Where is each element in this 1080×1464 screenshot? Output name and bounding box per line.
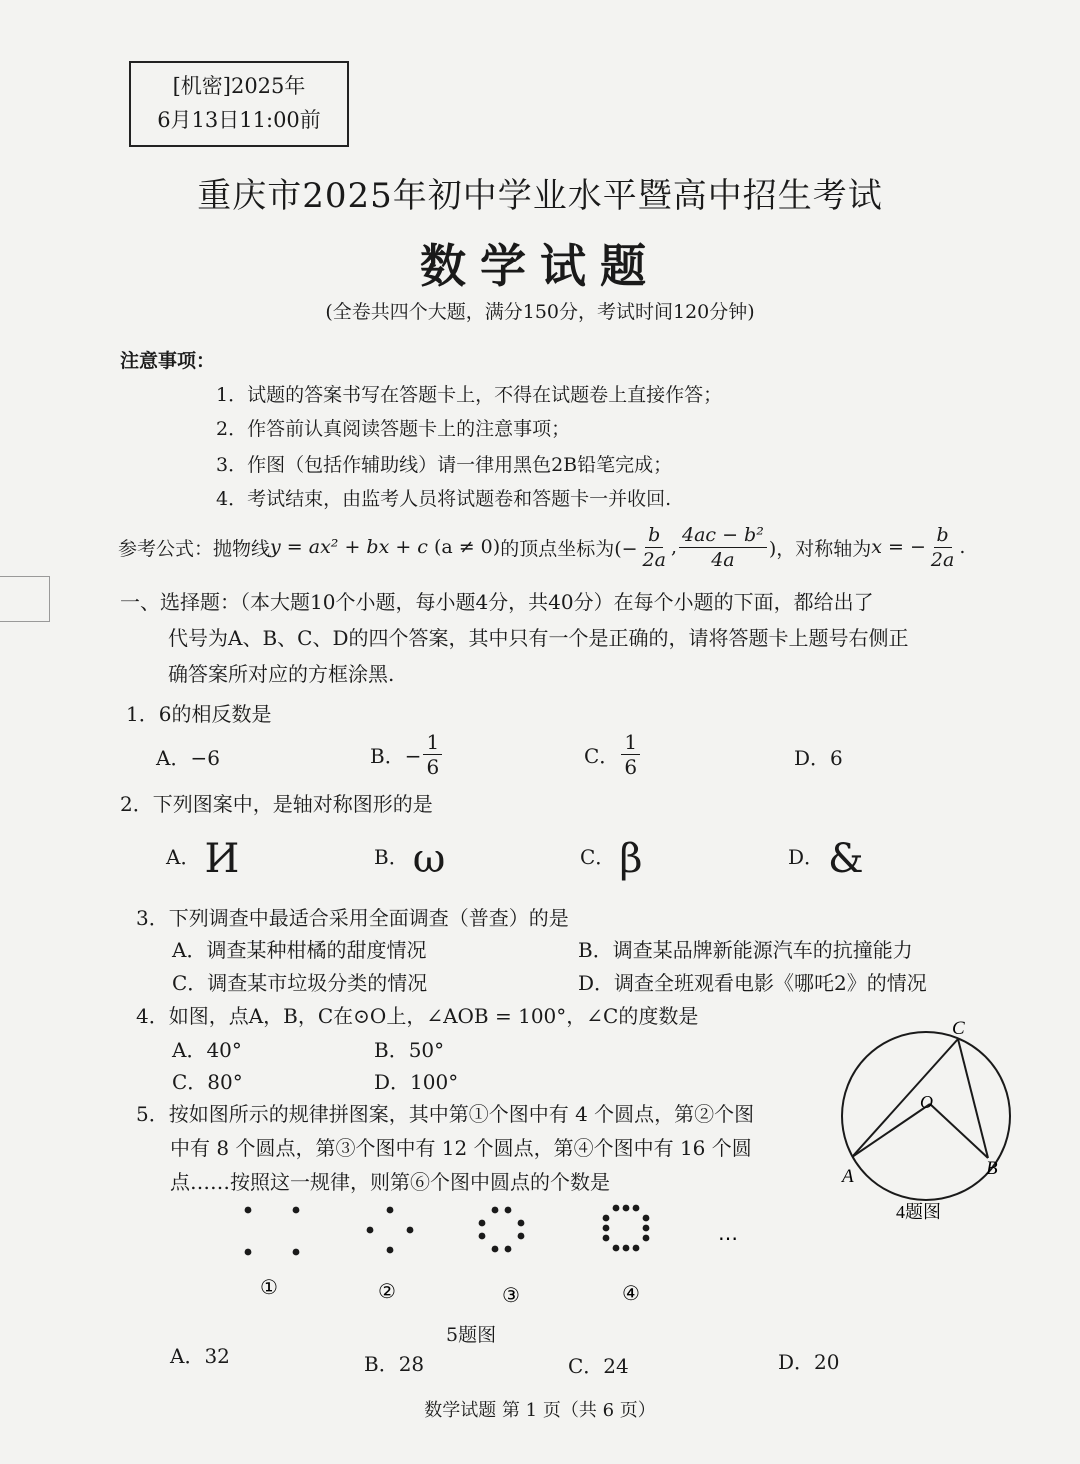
pattern-dot [492,1207,499,1214]
fraction-numerator: 1 [423,730,442,755]
subject-title: 数学试题 [420,239,660,293]
fraction-numerator: 1 [621,730,640,755]
pattern-dot [613,1245,620,1252]
mirrored-n-glyph: И [204,836,240,882]
pattern-dot [387,1247,394,1254]
option-label: B．− [370,744,422,768]
pattern-dot [623,1205,630,1212]
option-label: C． [580,845,616,869]
pattern-dot [505,1246,512,1253]
fraction-denominator: 6 [426,755,440,779]
circle-o [842,1032,1010,1200]
vertex-text: 的顶点坐标为(− [500,537,638,560]
fraction [928,523,957,572]
q1-option-c [584,730,642,779]
fraction-numerator: b [934,523,952,548]
omega-glyph: ω [412,836,446,882]
question-5-stem: 中有 8 个圆点，第③个图中有 12 个圆点，第④个图中有 16 个圆 [170,1136,752,1160]
pattern-dot [407,1227,414,1234]
confidential-line-1: [机密]2025年 [172,74,306,98]
exam-title: 重庆市2025年初中学业水平暨高中招生考试 [197,176,883,216]
pattern-dot [479,1233,486,1240]
fraction [679,523,767,572]
notice-heading: 注意事项： [120,350,216,372]
exam-info-note: (全卷共四个大题，满分150分，考试时间120分钟) [325,301,755,323]
pattern-dot [245,1249,252,1256]
point-o-label: O [920,1092,933,1112]
pattern-dot [643,1215,650,1222]
pattern-dot [367,1227,374,1234]
fraction-denominator: 6 [624,755,638,779]
q2-option-d [788,836,864,882]
question-3-stem: 3．下列调查中最适合采用全面调查（普查）的是 [136,906,569,930]
page-footer: 数学试题 第 1 页（共 6 页） [424,1400,656,1421]
formula-end: . [959,536,966,558]
pattern-dot [387,1207,394,1214]
q5-figure-caption: 5题图 [446,1324,497,1346]
point-a-label: A [842,1166,854,1187]
notice-item: 1．试题的答案书写在答题卡上，不得在试题卷上直接作答； [216,384,723,406]
fraction [621,730,640,779]
question-1-stem: 1．6的相反数是 [126,702,272,726]
segment-cb [958,1039,988,1158]
q4-option-c: C．80° [172,1070,243,1094]
axis-text: )，对称轴为 [768,537,872,560]
pattern-dot [633,1205,640,1212]
pattern-label: ③ [502,1283,520,1307]
point-b-label: B [986,1158,998,1179]
pattern-dot [518,1233,525,1240]
pattern-dot [245,1207,252,1214]
fraction-denominator: 2a [642,548,666,571]
notice-item: 4．考试结束，由监考人员将试题卷和答题卡一并收回. [216,488,672,510]
q4-circle-figure [830,1012,1030,1232]
binding-mark [0,576,50,622]
pattern-dot [613,1205,620,1212]
pattern-dot [633,1245,640,1252]
ampersand-glyph: & [828,836,864,882]
pattern-dot [603,1225,610,1232]
pattern-dot [623,1245,630,1252]
q4-option-b: B．50° [374,1038,445,1062]
notice-item: 3．作图（包括作辅助线）请一律用黑色2B铅笔完成； [216,454,673,476]
segment-ob [930,1104,988,1158]
question-5-stem: 点……按照这一规律，则第⑥个图中圆点的个数是 [170,1170,610,1194]
point-c-label: C [952,1018,965,1039]
option-label: C． [584,744,620,768]
question-2-stem: 2．下列图案中，是轴对称图形的是 [120,792,433,816]
formula-prefix: 参考公式：抛物线 [118,537,271,560]
reference-formula [118,522,965,572]
fraction-numerator: b [645,523,663,548]
q2-option-c [580,836,642,882]
q4-figure-caption: 4题图 [896,1202,941,1222]
axis-equation: x = − [871,536,926,558]
q3-option-d: D．调查全班观看电影《哪吒2》的情况 [578,971,927,995]
pattern-dot [505,1207,512,1214]
q3-option-c: C．调查某市垃圾分类的情况 [172,971,428,995]
fraction-denominator: 2a [930,548,955,571]
pattern-dot [293,1207,300,1214]
option-label: B． [374,845,409,869]
fraction [423,730,442,779]
pattern-dot [643,1225,650,1232]
section-line: 确答案所对应的方框涂黑. [168,662,395,686]
fraction [640,523,669,572]
fraction-denominator: 4a [711,548,735,571]
q1-option-a: A．−6 [156,746,220,770]
pattern-dot [643,1235,650,1242]
fraction-numerator: 4ac − b² [679,523,767,548]
section-line: 一、选择题：（本大题10个小题，每小题4分，共40分）在每个小题的下面，都给出了 [120,590,874,614]
section-line: 代号为A、B、C、D的四个答案，其中只有一个是正确的，请将答题卡上题号右侧正 [168,626,909,650]
beta-glyph: β [619,836,643,882]
question-5-stem: 5．按如图所示的规律拼图案，其中第①个图中有 4 个圆点，第②个图 [136,1102,755,1126]
pattern-dot [492,1246,499,1253]
pattern-label: ② [378,1279,396,1303]
q5-option-a: A．32 [170,1344,230,1368]
option-label: A． [166,845,201,869]
q5-dot-patterns [220,1196,780,1346]
question-4-stem: 4．如图，点A，B，C在⊙O上，∠AOB = 100°，∠C的度数是 [136,1004,699,1028]
q5-option-c: C．24 [568,1354,629,1378]
pattern-label: ④ [622,1281,640,1305]
q2-option-a [166,836,239,882]
q5-option-d: D．20 [778,1350,840,1374]
formula-condition: (a ≠ 0) [433,536,501,558]
notice-item: 2．作答前认真阅读答题卡上的注意事项； [216,418,571,440]
pattern-dot [479,1220,486,1227]
q1-option-d: D．6 [794,746,843,770]
parabola-equation: y = ax² + bx + c [270,536,428,558]
q3-option-a: A．调查某种柑橘的甜度情况 [172,938,427,962]
q1-option-b [370,730,444,779]
option-label: D． [788,845,825,869]
pattern-label: ① [260,1275,278,1299]
q5-option-b: B．28 [364,1352,425,1376]
formula-comma: , [670,536,677,558]
pattern-dot [603,1235,610,1242]
dot-groups [245,1205,650,1256]
section-1-instructions [120,584,1020,692]
q2-option-b [374,836,445,882]
confidential-line-2: 6月13日11:00前 [157,108,321,132]
confidential-box [129,61,349,147]
q4-option-d: D．100° [374,1070,459,1094]
pattern-dot [518,1220,525,1227]
segment-ao [852,1104,930,1157]
pattern-ellipsis: … [718,1221,738,1245]
pattern-dot [603,1215,610,1222]
q3-option-b: B．调查某品牌新能源汽车的抗撞能力 [578,938,913,962]
q4-option-a: A．40° [172,1038,242,1062]
pattern-dot [293,1249,300,1256]
